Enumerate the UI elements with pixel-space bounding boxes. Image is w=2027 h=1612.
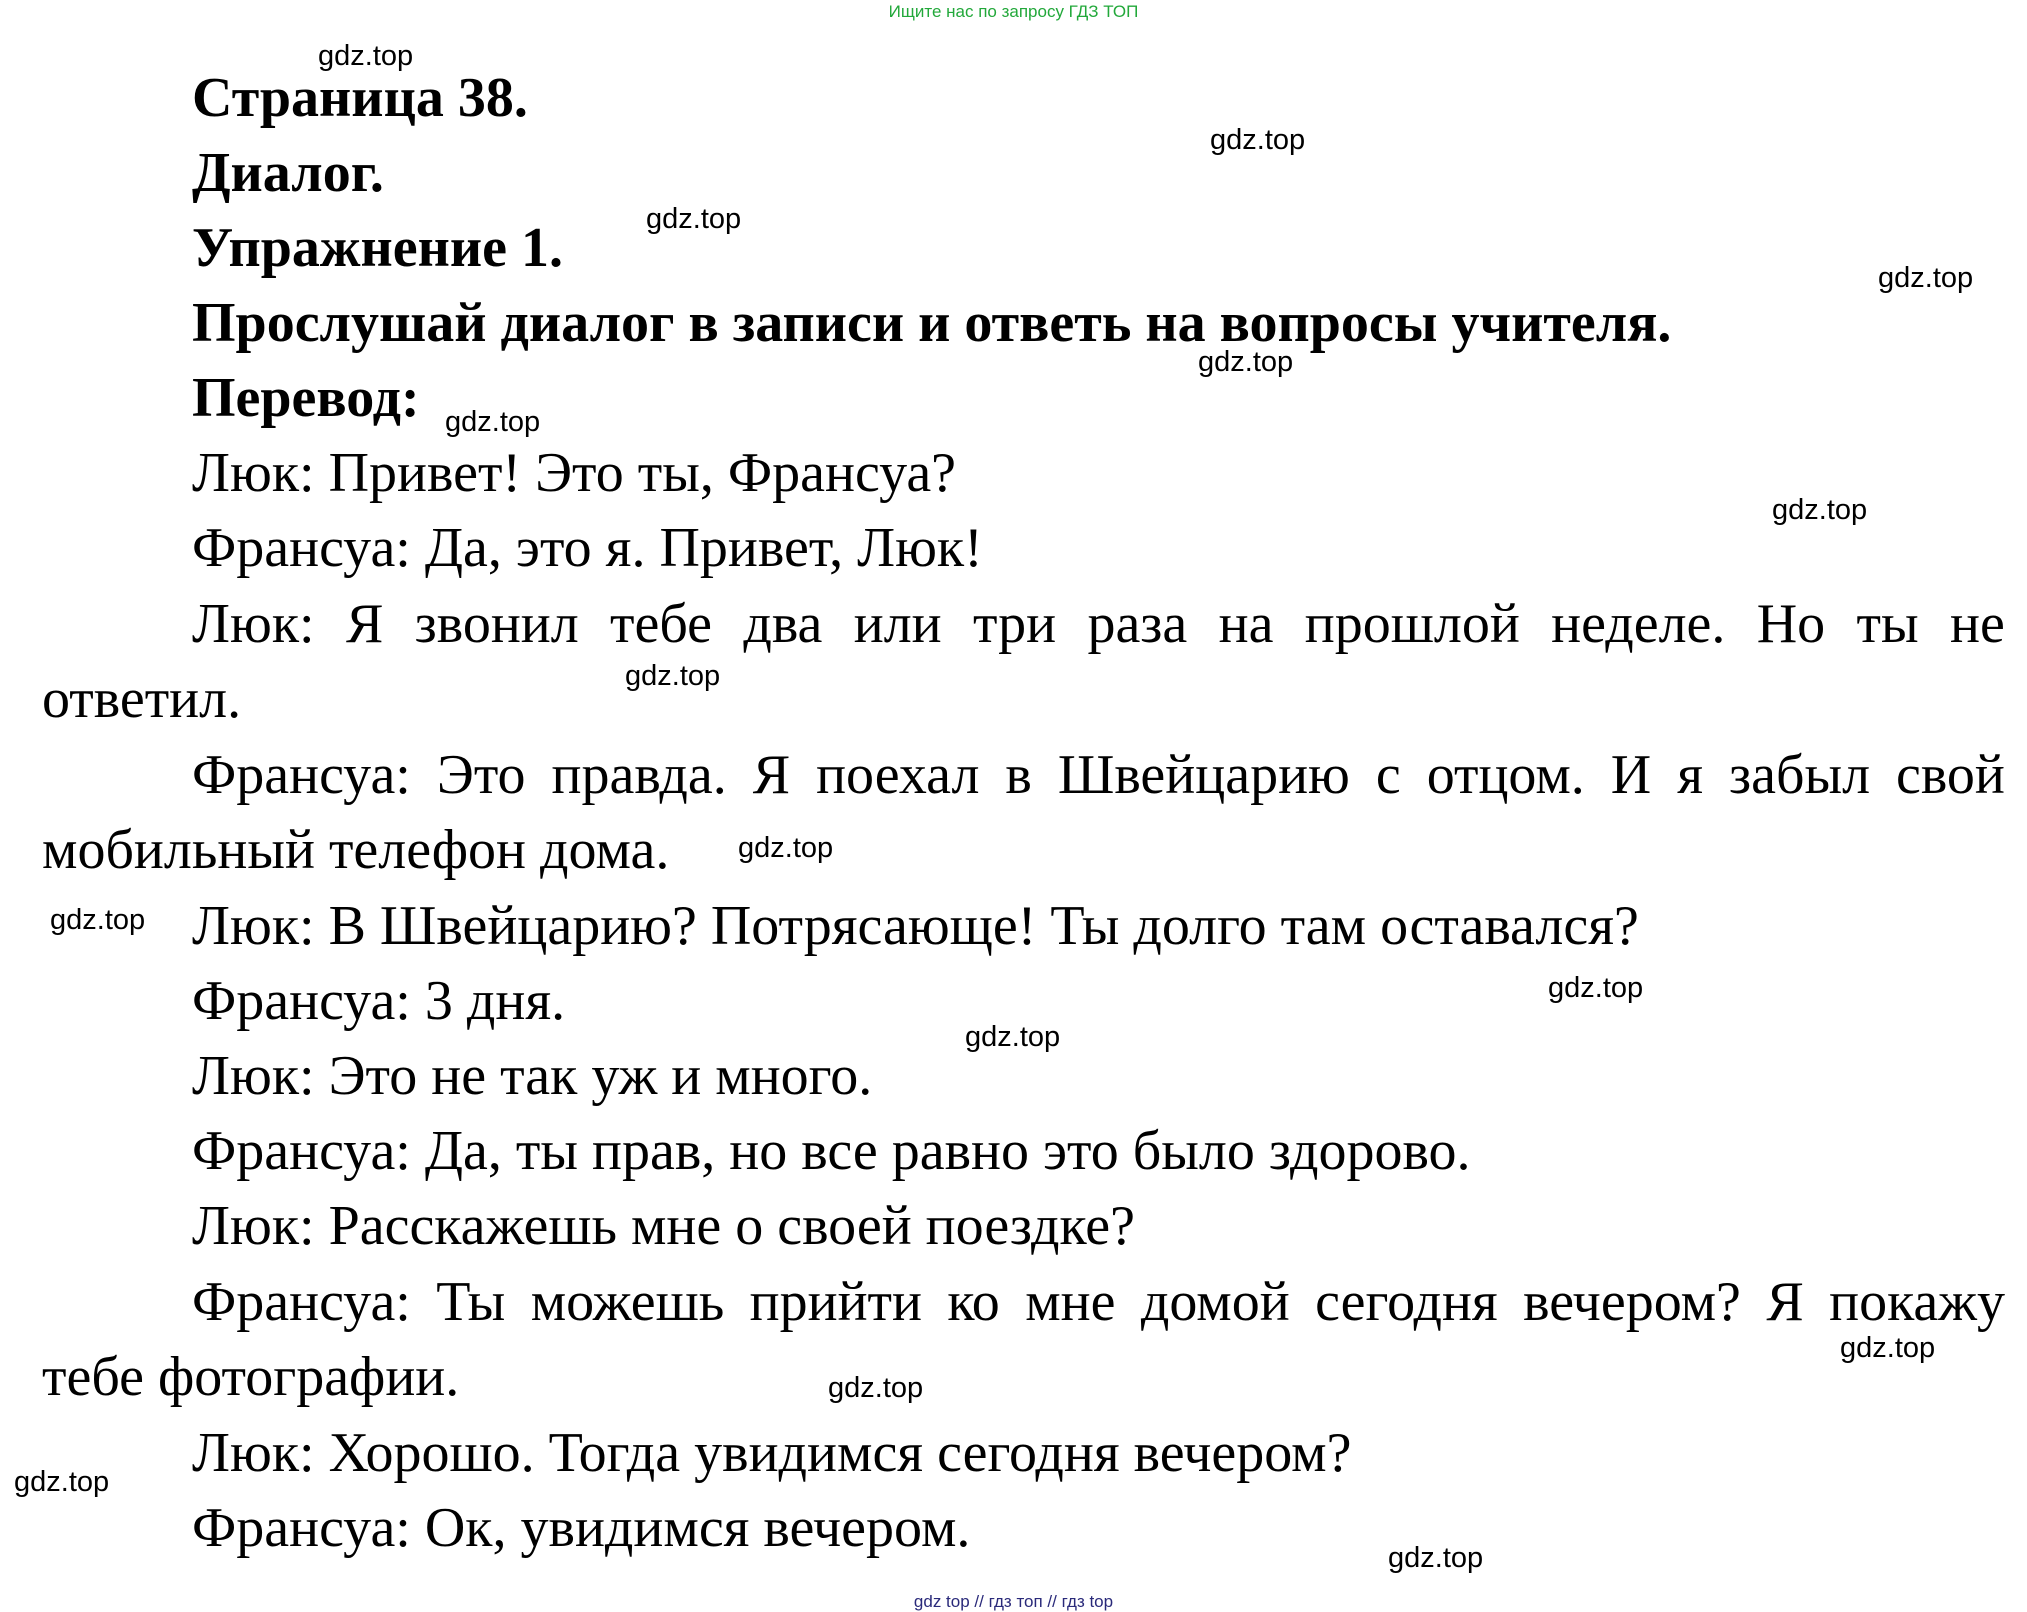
watermark: gdz.top [965, 1021, 1061, 1053]
footer-caption: gdz top // гдз топ // гдз top [913, 1592, 1114, 1611]
word: сегодня [1315, 1271, 1498, 1333]
dialog-line-continuation: ответил. [42, 668, 242, 730]
word: Ты [436, 1271, 506, 1333]
word: Люк: [192, 593, 315, 655]
word: прийти [749, 1271, 922, 1333]
word: Франсуа: [192, 744, 411, 806]
word: вечером? [1523, 1271, 1741, 1333]
word: покажу [1829, 1271, 2005, 1333]
watermark: gdz.top [1548, 972, 1644, 1004]
dialog-line: Франсуа: 3 дня. [192, 970, 566, 1032]
watermark: gdz.top [318, 40, 414, 72]
word: забыл [1728, 744, 1871, 806]
watermark: gdz.top [445, 406, 541, 438]
task-text: Прослушай диалог в записи и ответь на вопросы учителя. [192, 292, 1672, 354]
word: Я [1766, 1271, 1804, 1333]
exercise-title: Упражнение 1. [192, 217, 564, 279]
word: раза [1087, 593, 1188, 655]
word: Я [752, 744, 791, 806]
watermark: gdz.top [50, 904, 146, 936]
watermark: gdz.top [738, 832, 834, 864]
word: или [853, 593, 942, 655]
dialog-line-continuation: тебе фотографии. [42, 1346, 460, 1408]
dialog-line-justified [192, 593, 2005, 655]
watermark: gdz.top [1840, 1332, 1936, 1364]
watermark: gdz.top [828, 1372, 924, 1404]
watermark: gdz.top [1210, 124, 1306, 156]
watermark: gdz.top [14, 1466, 110, 1498]
word: можешь [530, 1271, 725, 1333]
dialog-line: Люк: Хорошо. Тогда увидимся сегодня вечером? [192, 1422, 1352, 1484]
word: я [1677, 744, 1703, 806]
search-banner: Ищите нас по запросу ГДЗ ТОП [888, 2, 1139, 21]
watermark: gdz.top [625, 660, 721, 692]
word: не [1949, 593, 2005, 655]
word: домой [1140, 1271, 1290, 1333]
word: И [1610, 744, 1652, 806]
dialog-line: Люк: В Швейцарию? Потрясающе! Ты долго там оставался? [192, 895, 1639, 957]
dialog-line-justified [192, 1271, 2005, 1333]
watermark: gdz.top [1878, 262, 1974, 294]
word: два [743, 593, 823, 655]
word: Это [436, 744, 526, 806]
word: тебе [610, 593, 712, 655]
page-title: Страница 38. [192, 67, 528, 129]
word: ко [947, 1271, 1000, 1333]
watermark: gdz.top [1772, 494, 1868, 526]
word: Но [1756, 593, 1826, 655]
word: в [1005, 744, 1032, 806]
word: поехал [816, 744, 980, 806]
dialog-line-continuation: мобильный телефон дома. [42, 819, 670, 881]
word: Я [345, 593, 384, 655]
dialog-line: Люк: Расскажешь мне о своей поездке? [192, 1195, 1135, 1257]
word: свой [1896, 744, 2005, 806]
dialog-line: Люк: Это не так уж и много. [192, 1045, 873, 1107]
word: правда. [551, 744, 727, 806]
word: отцом. [1426, 744, 1585, 806]
dialog-line: Люк: Привет! Это ты, Франсуа? [192, 442, 957, 504]
watermark: gdz.top [1388, 1542, 1484, 1574]
dialog-line: Франсуа: Ок, увидимся вечером. [192, 1497, 971, 1559]
dialog-line: Франсуа: Да, ты прав, но все равно это было здорово. [192, 1120, 1471, 1182]
translation-label: Перевод: [192, 367, 420, 429]
word: с [1375, 744, 1401, 806]
watermark: gdz.top [1198, 346, 1294, 378]
word: Швейцарию [1057, 744, 1350, 806]
word: ты [1856, 593, 1919, 655]
dialog-line: Франсуа: Да, это я. Привет, Люк! [192, 517, 983, 579]
word: неделе. [1551, 593, 1726, 655]
section-title: Диалог. [192, 142, 384, 204]
dialog-line-justified [192, 744, 2005, 806]
word: три [972, 593, 1057, 655]
word: Франсуа: [192, 1271, 411, 1333]
word: прошлой [1304, 593, 1520, 655]
word: мне [1025, 1271, 1116, 1333]
word: на [1218, 593, 1274, 655]
word: звонил [414, 593, 579, 655]
watermark: gdz.top [646, 203, 742, 235]
